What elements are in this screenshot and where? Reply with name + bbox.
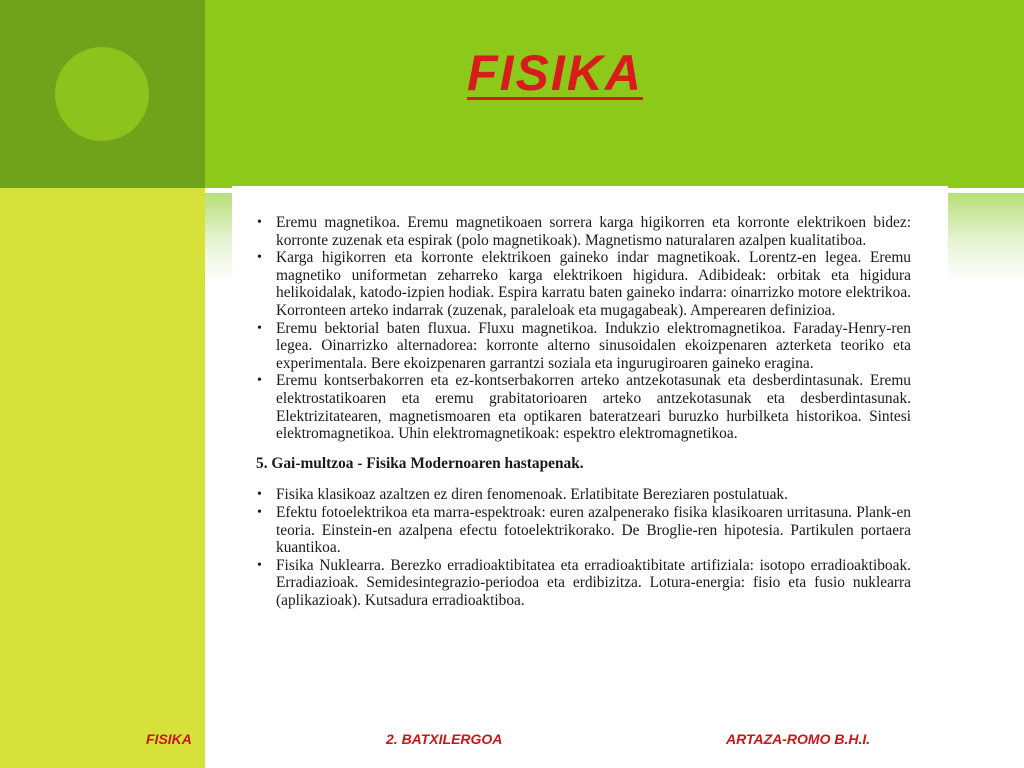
section-heading: 5. Gai-multzoa - Fisika Modernoaren hastapenak. bbox=[256, 454, 584, 472]
decorative-circle bbox=[55, 47, 149, 141]
bullet-icon: • bbox=[257, 250, 262, 266]
footer-course: 2. BATXILERGOA bbox=[386, 731, 503, 747]
topic-list-1 bbox=[256, 214, 911, 443]
slide-title-text: FISIKA bbox=[467, 45, 643, 101]
list-item-text: Efektu fotoelektrikoa eta marra-espektroak: euren azalpenerako fisika klasikoaren urritasuna. Plank-en teoria. Einstein-en azalpena efectu fotoelektrikorako. De Broglie-ren hipotesia. Partikulen portaera kuantikoa. bbox=[276, 503, 911, 557]
bullet-icon: • bbox=[257, 557, 262, 573]
list-item bbox=[256, 372, 911, 442]
scanned-document bbox=[232, 186, 948, 716]
list-item bbox=[256, 320, 911, 373]
list-item-text: Karga higikorren eta korronte elektrikoen gaineko indar magnetikoak. Lorentz-en legea. Eremu magnetiko uniformetan zeharreko karga elektrikoen higidura. Adibideak: orbitak eta higidura helikoidalak, katodo-izpien hodiak. Espira karratu baten gaineko indarra: oinarrizko motore elektrikoa. Korronteen arteko indarrak (zuzenak, paraleloak eta mugagabeak). Amperearen definizioa. bbox=[276, 249, 911, 319]
list-item-text: Eremu magnetikoa. Eremu magnetikoaen sorrera karga higikorren eta korronte elektrikoen bidez: korronte zuzenak eta espirak (polo magnetikoak). Magnetismo naturalaren azalpen kualitatiboa. bbox=[276, 214, 911, 249]
slide-title bbox=[205, 44, 905, 102]
list-item bbox=[256, 557, 911, 610]
bullet-icon: • bbox=[257, 373, 262, 389]
footer-school: ARTAZA-ROMO B.H.I. bbox=[726, 731, 871, 747]
list-item bbox=[256, 214, 911, 249]
list-item-text: Fisika Nuklearra. Berezko erradioaktibitatea eta erradioaktibitate artifiziala: isotopo erradioaktiboak. Erradiazioak. Semidesintegrazio-periodoa eta erdibizitza. Lotura-energia: fisio eta fusio nuklearra (aplikazioak). Kutsadura erradioaktiboa. bbox=[276, 556, 911, 609]
bullet-icon: • bbox=[257, 320, 262, 336]
left-side-panel bbox=[0, 188, 205, 768]
topic-list-2 bbox=[256, 486, 911, 609]
footer-subject: FISIKA bbox=[146, 731, 192, 747]
list-item bbox=[256, 504, 911, 557]
bullet-icon: • bbox=[257, 215, 262, 230]
list-item bbox=[256, 486, 911, 504]
list-item bbox=[256, 249, 911, 319]
document-text bbox=[256, 214, 911, 609]
list-item-text: Fisika klasikoaz azaltzen ez diren fenomenoak. Erlatibitate Bereziaren postulatuak. bbox=[276, 486, 788, 504]
list-item-text: Eremu bektorial baten fluxua. Fluxu magnetikoa. Indukzio elektromagnetikoa. Faraday-Henry-ren legea. Oinarrizko alternadorea: korronte alterno sinusoidalen ekoizpenaren azterketa teoriko eta experimentala. Bere ekoizpenaren garrantzi soziala eta ingurugiroaren gaineko eragina. bbox=[276, 319, 911, 372]
bullet-icon: • bbox=[257, 504, 262, 520]
list-item-text: Eremu kontserbakorren eta ez-kontserbakorren arteko antzekotasunak eta desberdintasunak. Eremu elektrostatikoaren eta eremu grabitatorioaren arteko antzekotasunak eta desberdintasunak. Elektrizitatearen, magnetismoaren eta optikaren bateratzeari buruzko hurbilketa historikoa. Sintesi elektromagnetikoa. Uhin elektromagnetikoak: espektro elektromagnetikoa. bbox=[276, 372, 911, 443]
bullet-icon: • bbox=[257, 487, 262, 503]
